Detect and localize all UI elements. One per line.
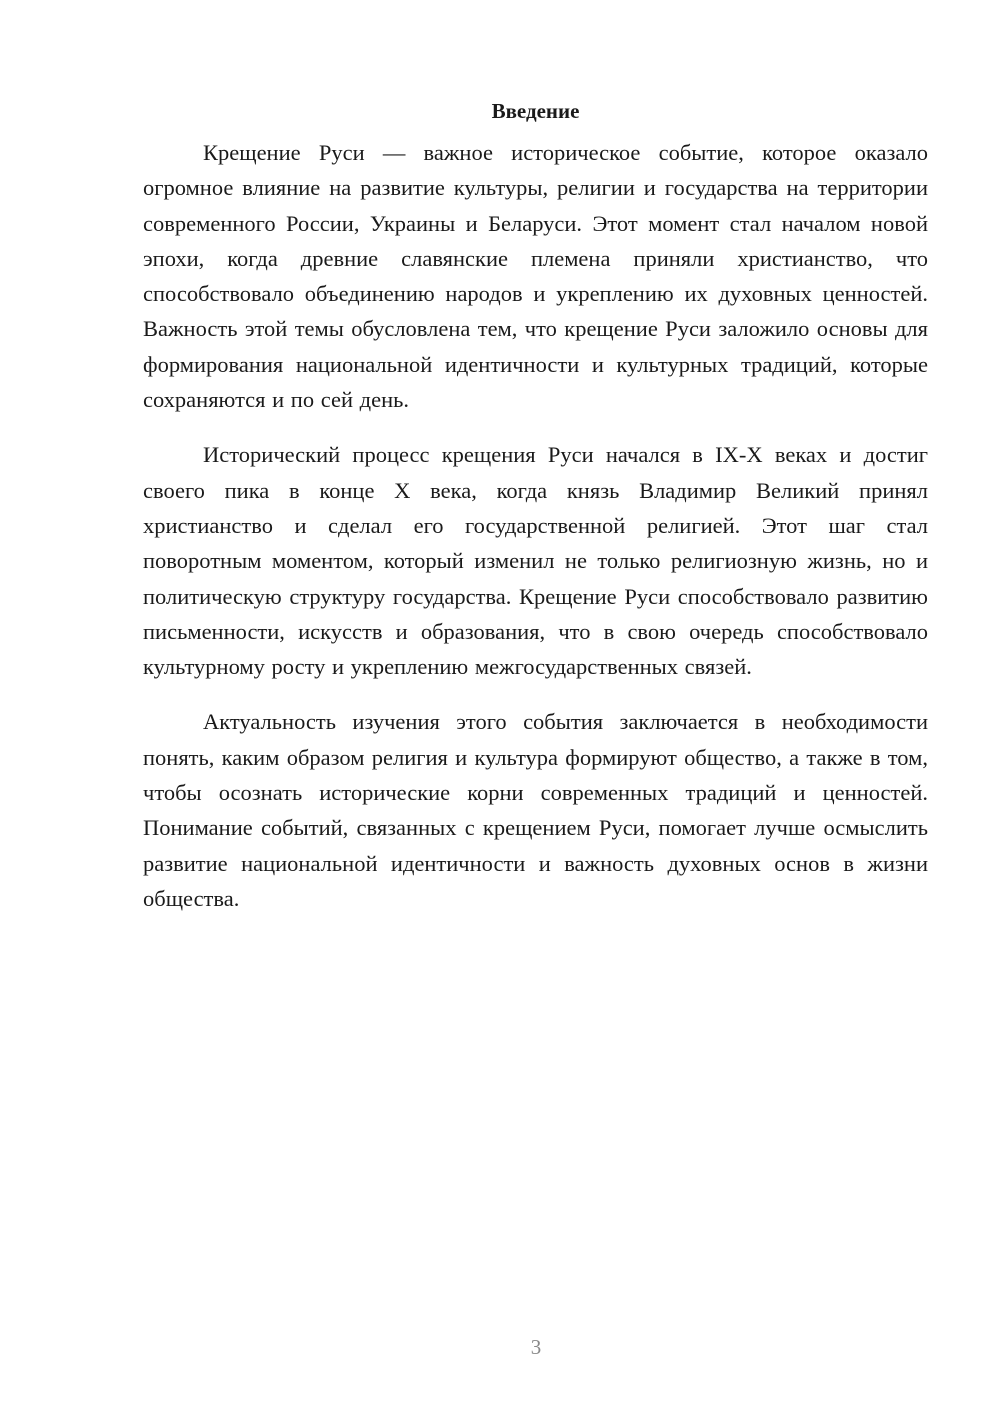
page-number: 3 (530, 1335, 542, 1359)
paragraph-2: Исторический процесс крещения Руси начался в IX-X веках и достиг своего пика в конце X века, когда князь Владимир Великий принял христианство и сделал его государственной религией. Этот шаг стал поворотным моментом, который изменил не только религиозную жизнь, но и политическую структуру государства. Крещение Руси способствовало развитию письменности, искусств и образования, что в свою очередь способствовало культурному росту и укреплению межгосударственных связей. (143, 442, 928, 680)
section-title: Введение (491, 99, 580, 123)
page-content (143, 96, 928, 916)
paragraph-3: Актуальность изучения этого события заключается в необходимости понять, каким образом религия и культура формируют общество, а также в том, чтобы осознать исторические корни современных традиций и ценностей. Понимание событий, связанных с крещением Руси, помогает лучше осмыслить развитие национальной идентичности и важность духовных основ в жизни общества. (143, 709, 928, 911)
paragraph-1: Крещение Руси — важное историческое событие, которое оказало огромное влияние на развитие культуры, религии и государства на территории современного России, Украины и Беларуси. Этот момент стал началом новой эпохи, когда древние славянские племена приняли христианство, что способствовало объединению народов и укреплению их духовных ценностей. Важность этой темы обусловлена тем, что крещение Руси заложило основы для формирования национальной идентичности и культурных традиций, которые сохраняются и по сей день. (143, 140, 928, 413)
